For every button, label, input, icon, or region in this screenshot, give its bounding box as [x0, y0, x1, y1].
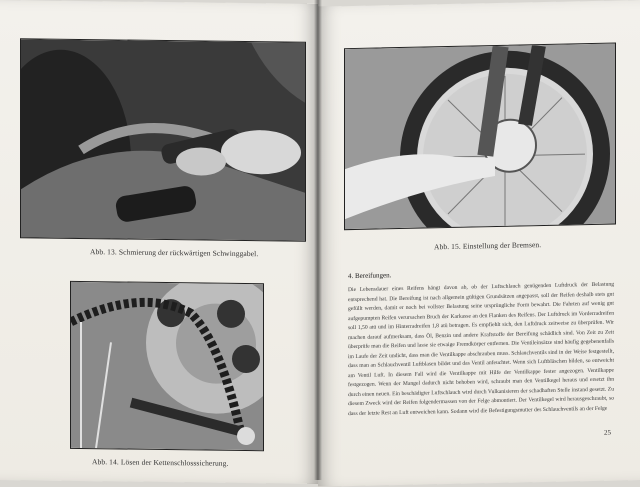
- body-paragraph: [348, 281, 614, 420]
- book-gutter: [314, 0, 322, 480]
- figure-13-photo: [20, 38, 306, 241]
- figure-14-photo: [70, 281, 264, 451]
- page-number: 25: [604, 428, 611, 437]
- body-text: Die Lebensdauer eines Reifens hängt davon ab, ob der Luftschlauch genügenden Luftdruck der Belastung entsprechend hat. Die Bereifung ist nach allgemein gültigen Grundsätzen angepasst, soll der Reifen deshalb stets gut gefüllt werden, damit er noch bei vollster Belastung seine ursprüngliche Form bewahrt. Die Fahrten auf wenig gut aufgepumpten Reifen verursachen Bruch der Karkasse an den Flanken des Reifens. Der Luftdruck im Vorderradreifen soll 1,50 atü und im Hinterradreifen 1,8 atü betragen. Es empfiehlt sich, den Luftdruck zeitweise zu überprüfen. Wir machen darauf aufmerksam, dass Öl, Benzin und andere Kraftstoffe der Bereifung schädlich sind. Von Zeit zu Zeit überprüfe man die Reifen und lasse sie etwaige Fremdkörper entfernen. Die Ventileinsätze sind häufig gegebenenfalls im Laufe der Zeit undicht, dass man die Ventilkappe abschrauben muss. Schlauchventils sind in der Weise festgestellt, dass man an Schlauchventil Luftblasen bildet und das Ventil anfeuchtet. Wenn sich Luftbläschen bilden, so entweicht am Ventil Luft. In diesem Fall wird die Ventilkappe mit Hilfe der Ventilkappe fester angezogen. Ventilkappe festgezogen. Wenn der Mangel dadurch nicht behoben wird, schraubt man den Ventilkegel heraus und ersetzt ihn durch einen neuen. Ein beschädigter Luftschlauch wird durch Vulkanisieren der schadhaften Stelle instand gesetzt. Zu diesem Zweck wird der Reifen folgendermassen von der Felge abmontiert. Der Ventilkegel wird herausgeschraubt, so dass der letzte Rest an Luft entweichen kann. Sodann wird die Befestigungsmutter des Schlauchventils an der Felge: [348, 281, 614, 417]
- figure-14-caption: Abb. 14. Lösen der Kettenschlosssicherung.: [92, 457, 229, 468]
- right-page: [318, 0, 640, 487]
- figure-13-caption: Abb. 13. Schmierung der rückwärtigen Schwinggabel.: [90, 247, 259, 259]
- left-page: [0, 0, 318, 484]
- figure-15-caption: Abb. 15. Einstellung der Bremsen.: [434, 240, 542, 252]
- section-heading: 4. Bereifungen.: [348, 271, 392, 281]
- figure-15-photo: [344, 43, 616, 231]
